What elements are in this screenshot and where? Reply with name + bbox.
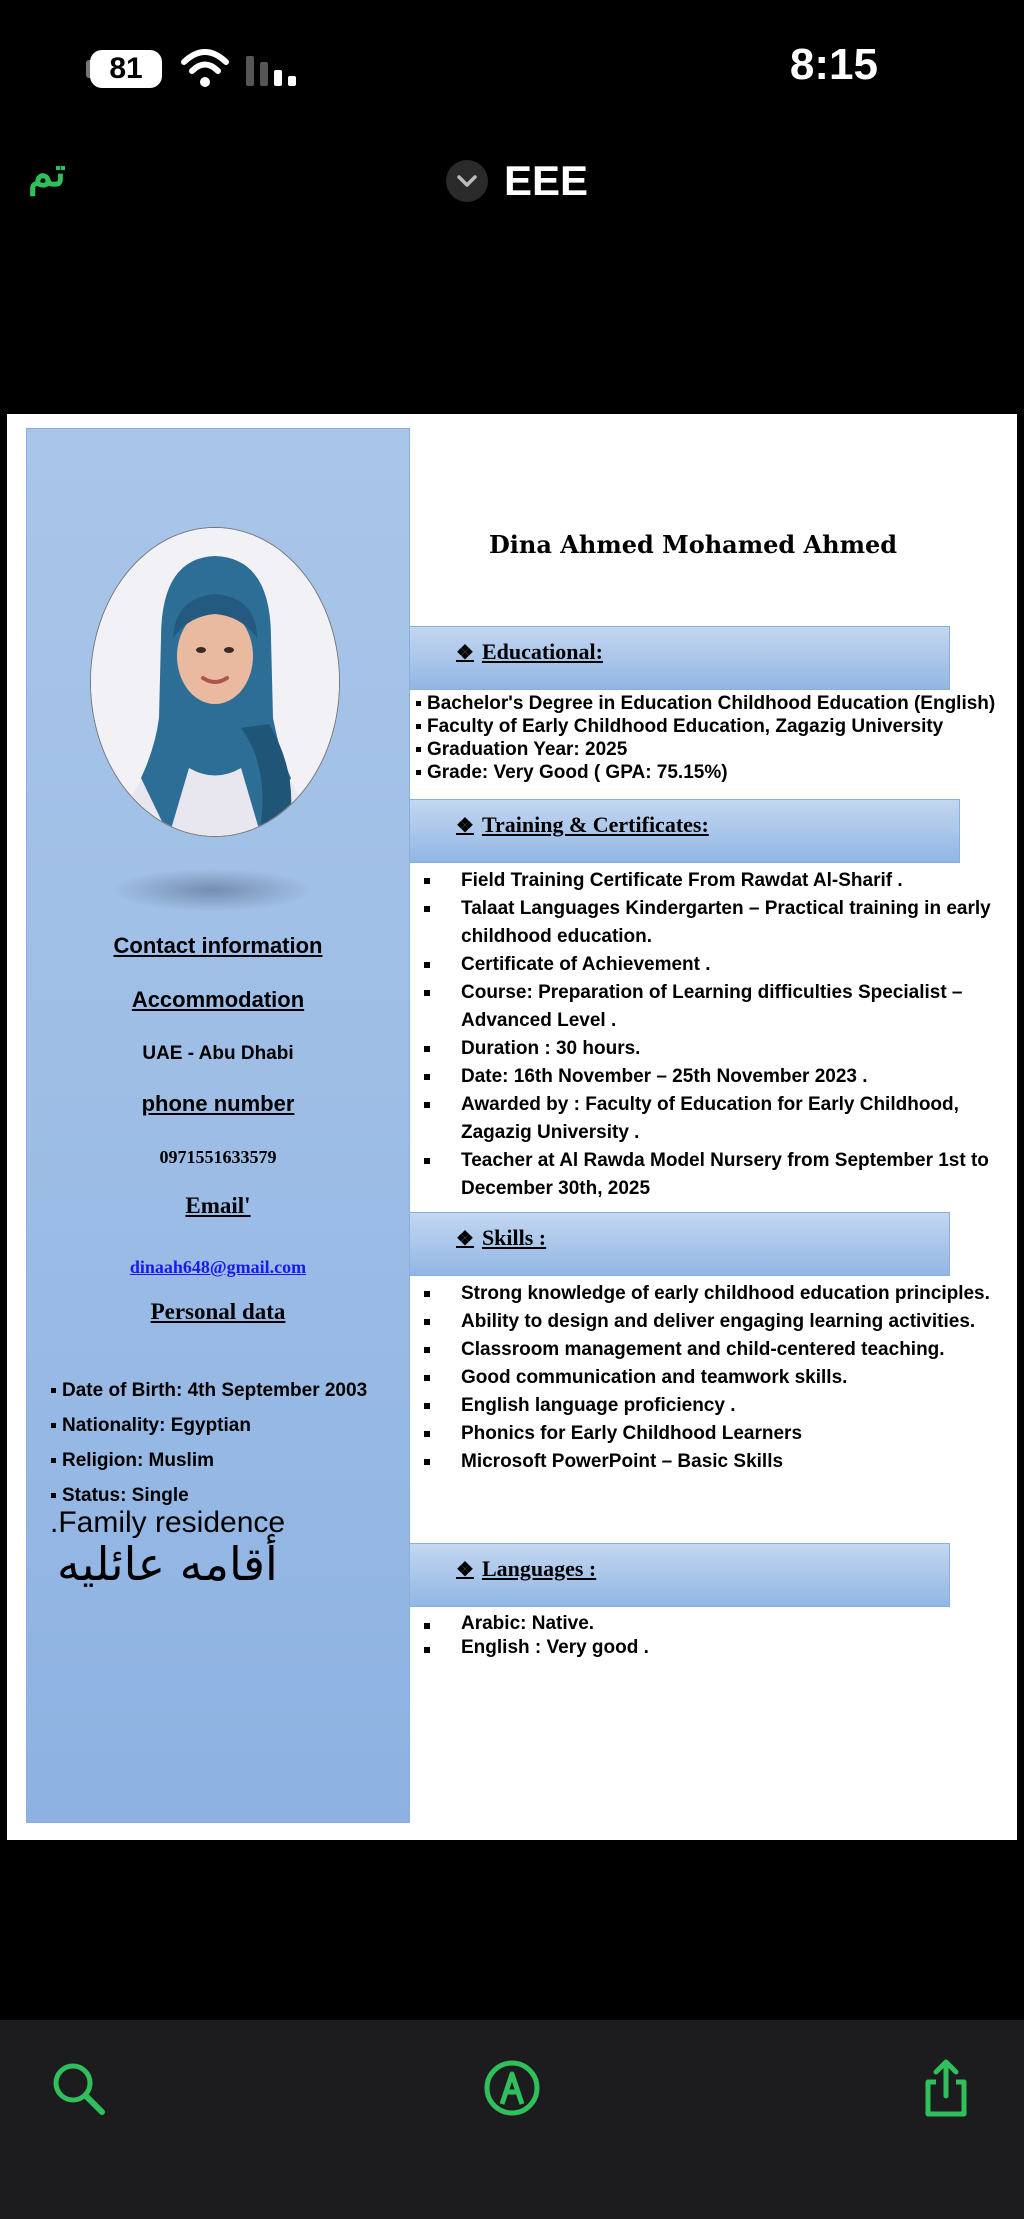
section-title: Languages : <box>481 1556 597 1581</box>
accommodation-heading: Accommodation <box>131 987 305 1012</box>
skills-list <box>422 1280 1002 1476</box>
list-item: Teacher at Al Rawda Model Nursery from September 1st to December 30th, 2025 <box>422 1147 1002 1203</box>
list-item: Course: Preparation of Learning difficulties Specialist – Advanced Level . <box>422 979 1002 1035</box>
done-button[interactable]: تم <box>28 151 66 195</box>
profile-photo <box>90 527 340 837</box>
phone-heading: phone number <box>141 1091 295 1116</box>
diamond-bullet-icon: ❖ <box>456 1227 474 1250</box>
residence-text: .Family residence <box>50 1506 286 1539</box>
email-heading: Email' <box>185 1193 251 1218</box>
training-list <box>422 867 1002 1203</box>
list-item: Field Training Certificate From Rawdat Al-Sharif . <box>422 867 1002 895</box>
list-item: Status: Single <box>51 1478 367 1513</box>
list-item: Date of Birth: 4th September 2003 <box>51 1373 367 1408</box>
list-item: English language proficiency . <box>422 1392 1002 1420</box>
section-header-training <box>409 799 960 863</box>
diamond-bullet-icon: ❖ <box>456 814 474 837</box>
email-link[interactable]: dinaah648@gmail.com <box>129 1257 307 1277</box>
section-header-skills <box>409 1212 950 1276</box>
markup-icon[interactable] <box>482 2058 542 2118</box>
document-page <box>7 414 1017 1840</box>
educational-list <box>416 692 995 784</box>
list-item: Certificate of Achievement . <box>422 951 1002 979</box>
list-item: Microsoft PowerPoint – Basic Skills <box>422 1448 1002 1476</box>
accommodation-value: UAE - Abu Dhabi <box>142 1043 294 1064</box>
list-item: Strong knowledge of early childhood education principles. <box>422 1280 1002 1308</box>
residence-arabic-text: أقامه عائليه <box>57 1537 278 1591</box>
list-item: Graduation Year: 2025 <box>416 738 995 761</box>
diamond-bullet-icon: ❖ <box>456 641 474 664</box>
list-item: Religion: Muslim <box>51 1443 367 1478</box>
wifi-icon <box>180 46 230 90</box>
battery-indicator: 81 <box>90 50 162 88</box>
list-item: Good communication and teamwork skills. <box>422 1364 1002 1392</box>
list-item: Phonics for Early Childhood Learners <box>422 1420 1002 1448</box>
bottom-toolbar <box>0 2020 1024 2219</box>
personal-data-list <box>51 1373 367 1513</box>
list-item: Ability to design and deliver engaging learning activities. <box>422 1308 1002 1336</box>
search-icon[interactable] <box>48 2058 108 2118</box>
diamond-bullet-icon: ❖ <box>456 1558 474 1581</box>
list-item: Nationality: Egyptian <box>51 1408 367 1443</box>
list-item: English : Very good . <box>422 1636 1002 1660</box>
personal-data-heading: Personal data <box>150 1299 286 1324</box>
list-item: Faculty of Early Childhood Education, Zagazig University <box>416 715 995 738</box>
document-title: EEE <box>504 157 589 204</box>
section-title: Training & Certificates: <box>481 812 709 837</box>
clock: 8:15 <box>789 40 878 89</box>
section-title: Educational: <box>481 639 603 664</box>
cv-sidebar <box>26 428 410 1823</box>
list-item: Bachelor's Degree in Education Childhood Education (English) <box>416 692 995 715</box>
list-item: Awarded by : Faculty of Education for Early Childhood, Zagazig University . <box>422 1091 1002 1147</box>
list-item: Arabic: Native. <box>422 1612 1002 1636</box>
contact-heading: Contact information <box>113 933 323 958</box>
list-item: Grade: Very Good ( GPA: 75.15%) <box>416 761 995 784</box>
phone-value: 0971551633579 <box>159 1147 277 1167</box>
photo-shadow <box>113 869 311 911</box>
share-icon[interactable] <box>916 2058 976 2118</box>
chevron-down-icon[interactable] <box>446 160 488 202</box>
list-item: Date: 16th November – 25th November 2023 . <box>422 1063 1002 1091</box>
section-header-languages <box>409 1543 950 1607</box>
languages-list <box>422 1612 1002 1660</box>
cellular-signal-icon <box>244 54 300 86</box>
section-title: Skills : <box>481 1225 547 1250</box>
list-item: Talaat Languages Kindergarten – Practical training in early childhood education. <box>422 895 1002 951</box>
section-header-educational <box>409 626 950 690</box>
status-bar <box>0 0 1024 130</box>
candidate-name: Dina Ahmed Mohamed Ahmed <box>488 530 898 559</box>
list-item: Duration : 30 hours. <box>422 1035 1002 1063</box>
document-title-menu[interactable] <box>446 156 588 206</box>
list-item: Classroom management and child-centered teaching. <box>422 1336 1002 1364</box>
